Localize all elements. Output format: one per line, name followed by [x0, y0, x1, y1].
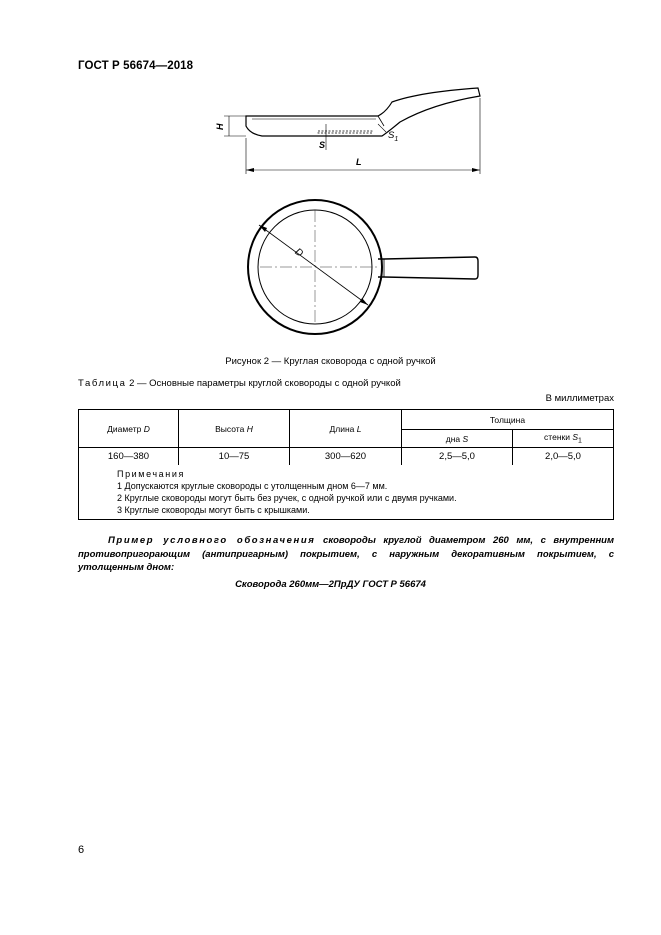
header-length: Длина L	[290, 410, 402, 448]
note-item: 2 Круглые сковороды могут быть без ручек, с одной ручкой или с двумя ручками.	[117, 493, 457, 503]
page-number: 6	[78, 844, 85, 856]
header-diameter: Диаметр D	[79, 410, 179, 448]
document-header: ГОСТ Р 56674—2018	[78, 60, 194, 72]
notes-title: Примечания	[117, 469, 185, 479]
parameters-table	[78, 409, 614, 520]
label-h: H	[215, 123, 225, 130]
header-bottom: дна S	[402, 430, 513, 448]
header-wall: стенки $S_1$	[513, 430, 614, 448]
label-s1: $S_1$	[388, 130, 399, 143]
figure-caption: Рисунок 2 — Круглая сковорода с одной ручкой	[225, 356, 436, 367]
header-thickness: Толщина	[402, 410, 614, 430]
units-note: В миллиметрах	[545, 393, 614, 404]
side-view	[224, 88, 480, 174]
header-height: Высота H	[179, 410, 290, 448]
pan-drawing	[0, 0, 661, 350]
top-view	[248, 200, 478, 334]
designation-code: Сковорода 260мм—2ПрДУ ГОСТ Р 56674	[235, 579, 426, 590]
table-title: Таблица 2 — Основные параметры круглой сковороды с одной ручкой	[78, 378, 401, 389]
designation-example: Пример условного обозначения сковороды круглой диаметром 260 мм, с внутренним противопригорающим (антипригарным) покрытием, с наружным декоративным покрытием, с утолщенным дном:	[78, 535, 615, 573]
label-d: D	[292, 246, 305, 260]
table-row	[79, 448, 614, 466]
cell-wall: 2,0—5,0	[513, 448, 614, 466]
cell-length: 300—620	[290, 448, 402, 466]
label-s: S	[319, 140, 326, 150]
table-notes	[79, 465, 614, 520]
cell-diameter: 160—380	[79, 448, 179, 466]
cell-bottom: 2,5—5,0	[402, 448, 513, 466]
cell-height: 10—75	[179, 448, 290, 466]
note-item: 1 Допускаются круглые сковороды с утолщенным дном 6—7 мм.	[117, 481, 388, 491]
note-item: 3 Круглые сковороды могут быть с крышками.	[117, 505, 310, 515]
arrow-d-end	[360, 298, 368, 305]
label-l: L	[356, 157, 362, 167]
